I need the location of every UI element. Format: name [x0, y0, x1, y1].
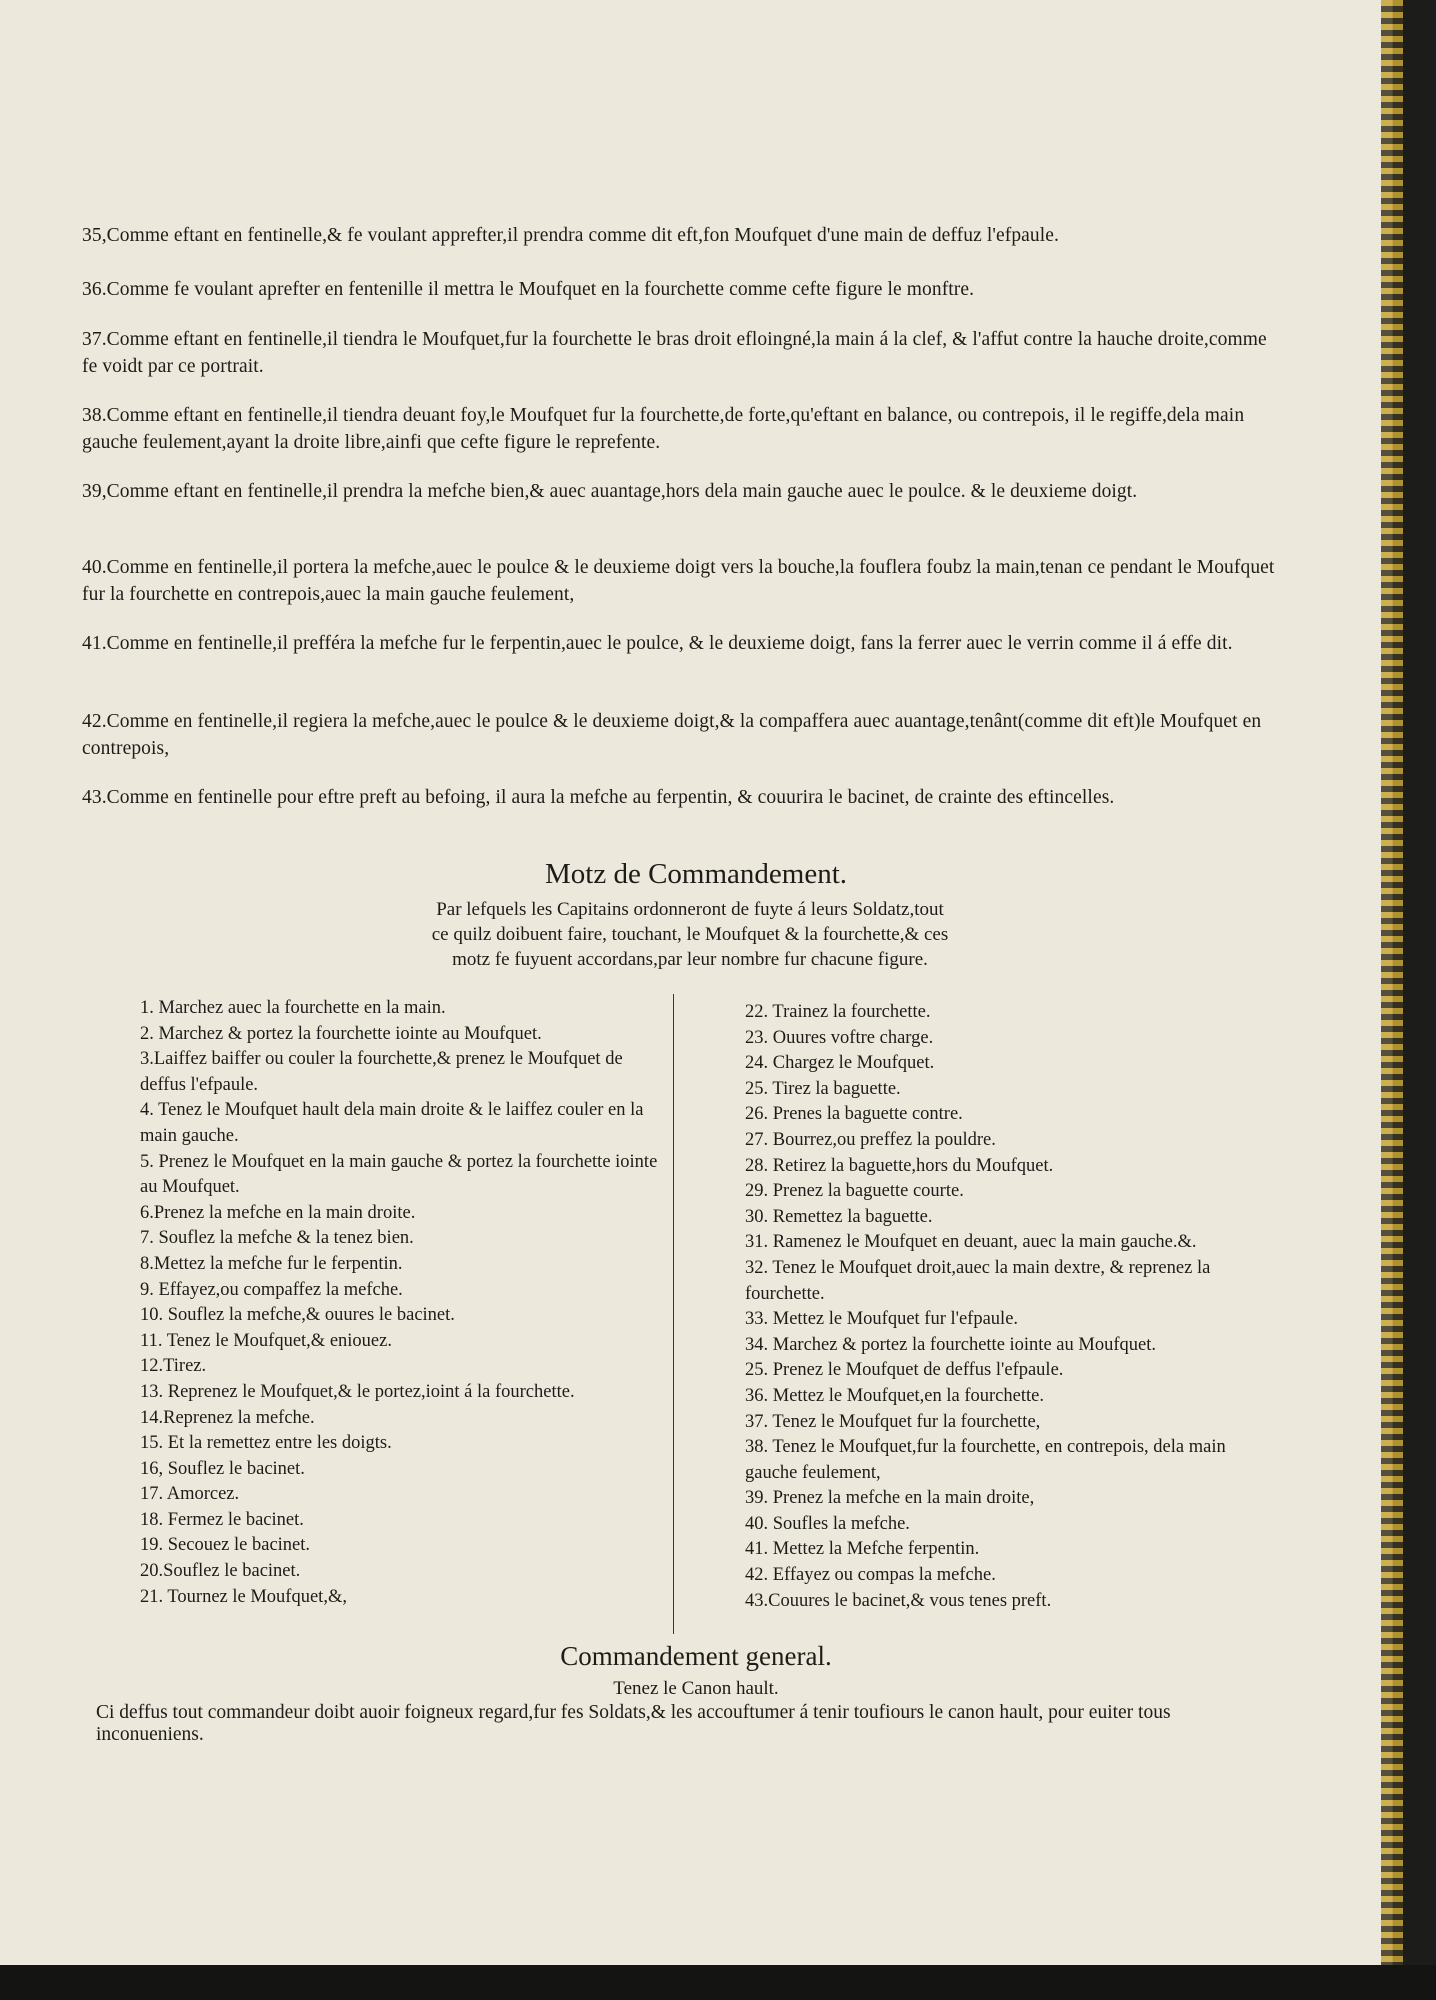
scan-background — [0, 1965, 1436, 2000]
command-item: 43.Couures le bacinet,& vous tenes preft. — [745, 1590, 1052, 1611]
command-item: 3.Laiffez baiffer ou couler la fourchette,& prenez le Moufquet de deffus l'efpaule. — [140, 1049, 623, 1095]
command-item: 4. Tenez le Moufquet hault dela main droite & le laiffez couler en la main gauche. — [140, 1100, 644, 1146]
command-item: 37. Tenez le Moufquet fur la fourchette, — [745, 1411, 1041, 1432]
command-item: 40. Soufles la mefche. — [745, 1513, 910, 1534]
command-item: 14.Reprenez la mefche. — [140, 1407, 315, 1428]
section-intro — [340, 897, 1040, 972]
command-item: 38. Tenez le Moufquet,fur la fourchette, en contrepois, dela main gauche feulement, — [745, 1437, 1226, 1483]
section-title: Motz de Commandement. — [544, 858, 848, 890]
command-item: 27. Bourrez,ou preffez la pouldre. — [745, 1129, 996, 1150]
general-command-title: Commandement general. — [560, 1641, 832, 1671]
command-item: 1. Marchez auec la fourchette en la main. — [140, 998, 446, 1018]
command-item: 5. Prenez le Moufquet en la main gauche & portez la fourchette iointe au Moufquet. — [140, 1151, 658, 1198]
command-item: 26. Prenes la baguette contre. — [745, 1104, 963, 1125]
paragraph-38: 38.Comme eftant en fentinelle,il tiendra deuant foy,le Moufquet fur la fourchette,de forte,qu'eftant en balance, ou contrepois, il le regiffe,dela main gauche feulement,ayant la droite libre,ainfi que cefte figure le reprefente. — [82, 405, 1245, 453]
general-command-sub: Tenez le Canon hault. — [613, 1678, 779, 1699]
command-item: 36. Mettez le Moufquet,en la fourchette. — [745, 1385, 1044, 1406]
paragraph-43: 43.Comme en fentinelle pour eftre preft au befoing, il aura la mefche au ferpentin, & couurira le bacinet, de crainte des eftincelles. — [82, 787, 1115, 808]
command-item: 25. Tirez la baguette. — [745, 1078, 901, 1099]
paragraph-36: 36.Comme fe voulant aprefter en fentenille il mettra le Moufquet en la fourchette comme cefte figure le monftre. — [82, 279, 975, 300]
command-item: 41. Mettez la Mefche ferpentin. — [745, 1539, 980, 1560]
paragraph-42: 42.Comme en fentinelle,il regiera la mefche,auec le poulce & le deuxieme doigt,& la compaffera auec auantage,tenânt(comme dit eft)le Moufquet en contrepois, — [82, 711, 1262, 759]
commands-right-column — [745, 1000, 1280, 1614]
command-item: 39. Prenez la mefche en la main droite, — [745, 1488, 1035, 1509]
command-item: 29. Prenez la baguette courte. — [745, 1181, 964, 1202]
command-item: 28. Retirez la baguette,hors du Moufquet. — [745, 1155, 1054, 1176]
command-item: 8.Mettez la mefche fur le ferpentin. — [140, 1253, 403, 1274]
command-item: 33. Mettez le Moufquet fur l'efpaule. — [745, 1309, 1019, 1330]
command-item: 20.Souflez le bacinet. — [140, 1561, 301, 1582]
command-item: 13. Reprenez le Moufquet,& le portez,ioint á la fourchette. — [140, 1381, 575, 1402]
command-item: 15. Et la remettez entre les doigts. — [140, 1433, 392, 1454]
intro-line: ce quilz doibuent faire, touchant, le Moufquet & la fourchette,& ces — [431, 924, 949, 945]
paragraph-39: 39,Comme eftant en fentinelle,il prendra la mefche bien,& auec auantage,hors dela main gauche auec le poulce. & le deuxieme doigt. — [82, 481, 1138, 502]
command-item: 23. Ouures voftre charge. — [745, 1027, 934, 1048]
command-item: 34. Marchez & portez la fourchette iointe au Moufquet. — [745, 1334, 1156, 1355]
paragraph-41: 41.Comme en fentinelle,il prefféra la mefche fur le ferpentin,auec le poulce, & le deuxieme doigt, fans la ferrer auec le verrin comme il á effe dit. — [82, 633, 1233, 654]
command-item: 24. Chargez le Moufquet. — [745, 1053, 935, 1074]
paragraph-37: 37.Comme eftant en fentinelle,il tiendra le Moufquet,fur la fourchette le bras droit efloingné,la main á la clef, & l'affut contre la hauche droite,comme fe voidt par ce portrait. — [82, 329, 1267, 377]
command-item: 18. Fermez le bacinet. — [140, 1509, 304, 1530]
command-item: 31. Ramenez le Moufquet en deuant, auec la main gauche.&. — [745, 1232, 1197, 1253]
command-item: 2. Marchez & portez la fourchette iointe au Moufquet. — [140, 1023, 542, 1044]
command-item: 6.Prenez la mefche en la main droite. — [140, 1202, 416, 1223]
command-item: 21. Tournez le Moufquet,&, — [140, 1586, 347, 1607]
intro-line: Par lefquels les Capitains ordonneront de fuyte á leurs Soldatz,tout — [436, 899, 944, 920]
intro-line: motz fe fuyuent accordans,par leur nombre fur chacune figure. — [452, 949, 928, 970]
column-divider — [673, 994, 674, 1634]
command-item: 16, Souflez le bacinet. — [140, 1458, 305, 1479]
commands-left-column — [140, 996, 670, 1610]
command-item: 12.Tirez. — [140, 1356, 207, 1377]
command-item: 42. Effayez ou compas la mefche. — [745, 1565, 996, 1586]
command-item: 11. Tenez le Moufquet,& eniouez. — [140, 1330, 392, 1351]
closing-paragraph: Ci deffus tout commandeur doibt auoir foigneux regard,fur fes Soldats,& les accouftumer á tenir toufiours le canon hault, pour euiter tous inconueniens. — [96, 1702, 1171, 1745]
command-item: 32. Tenez le Moufquet droit,auec la main dextre, & reprenez la fourchette. — [745, 1257, 1211, 1304]
command-item: 7. Souflez la mefche & la tenez bien. — [140, 1228, 414, 1249]
paragraph-35: 35,Comme eftant en fentinelle,& fe voulant apprefter,il prendra comme dit eft,fon Moufquet d'une main de deffuz l'efpaule. — [82, 225, 1060, 246]
paragraph-40: 40.Comme en fentinelle,il portera la mefche,auec le poulce & le deuxieme doigt vers la bouche,la fouflera foubz la main,tenan ce pendant le Moufquet fur la fourchette en contrepois,auec la main gauche feulement, — [82, 557, 1275, 605]
command-item: 22. Trainez la fourchette. — [745, 1002, 931, 1022]
page-edge-decoration — [1381, 0, 1403, 1965]
command-item: 17. Amorcez. — [140, 1484, 240, 1505]
command-item: 25. Prenez le Moufquet de deffus l'efpaule. — [745, 1360, 1064, 1381]
command-item: 10. Souflez la mefche,& ouures le bacinet. — [140, 1305, 455, 1326]
command-item: 19. Secouez le bacinet. — [140, 1535, 311, 1556]
command-item: 30. Remettez la baguette. — [745, 1206, 933, 1227]
command-item: 9. Effayez,ou compaffez la mefche. — [140, 1279, 403, 1300]
